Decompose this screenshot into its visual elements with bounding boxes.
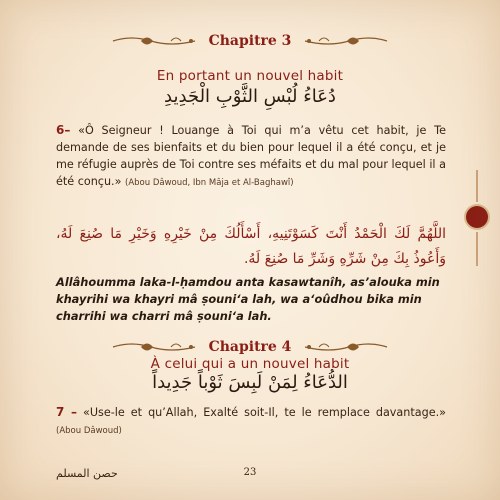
chapter-4-subtitle: À celui qui a un nouvel habit	[150, 356, 350, 372]
hadith-6-number: 6–	[56, 123, 71, 137]
hadith-6-arabic: اللَّهُمَّ لَكَ الْحَمْدُ أَنْتَ كَسَوْتَنِيهِ، أَسْأَلُكَ مِنْ خَيْرِهِ وَخَيْرِ مَا صُنِعَ لَهُ، وَأَعُوذُ بِكَ مِنْ شَرِّهِ وَشَرِّ مَا صُنِعَ لَهُ.	[56, 226, 446, 267]
hadith-7-text	[56, 404, 446, 440]
hadith-6-transliteration: Allâhoumma laka-l-ḥamdou anta kasawtanîh, as’alouka min khayrihi wa khayri mâ ṣouni‘a lah, wa a‘oûdhou bika min charrihi wa charri mâ ṣouni‘a lah.	[56, 275, 440, 323]
chapter-4-arabic-title: الدُّعَاءُ لِمَنْ لَبِسَ ثَوْباً جَدِيداً	[152, 372, 348, 393]
side-medallion-icon	[466, 206, 488, 228]
hadith-6-reference: (Abou Dâwoud, Ibn Mâja et Al-Baghawî)	[125, 178, 294, 188]
hadith-6-body: «Ô Seigneur ! Louange à Toi qui m’a vêtu cet habit, je Te demande de ses bienfaits et du bien pour lequel il a été conçu, et je me réfugie auprès de Toi contre ses méfaits et du mal pour lequel il a été conçu.»	[56, 124, 446, 188]
right-ornament-icon	[303, 33, 389, 49]
chapter-4-header	[0, 336, 500, 355]
book-title-footer: حصن المسلم	[56, 467, 118, 480]
left-ornament-icon	[111, 339, 197, 355]
left-ornament-icon	[111, 33, 197, 49]
page-number: 23	[243, 467, 257, 478]
hadith-7-number: 7 –	[56, 405, 77, 419]
hadith-6-text	[56, 122, 446, 192]
hadith-7-body: «Use-le et qu’Allah, Exalté soit-Il, te le remplace davantage.»	[76, 406, 446, 419]
right-ornament-icon	[303, 339, 389, 355]
chapter-3-header	[0, 30, 500, 49]
chapter-3-title: Chapitre 3	[208, 32, 292, 49]
side-divider-top	[476, 170, 478, 202]
chapter-3-subtitle: En portant un nouvel habit	[156, 68, 344, 84]
hadith-7-reference: (Abou Dâwoud)	[56, 426, 122, 436]
chapter-3-arabic-title: دُعَاءُ لُبْسِ الثَّوْبِ الْجَدِيدِ	[164, 86, 336, 107]
side-divider-bottom	[476, 232, 478, 266]
chapter-4-title: Chapitre 4	[208, 338, 292, 355]
